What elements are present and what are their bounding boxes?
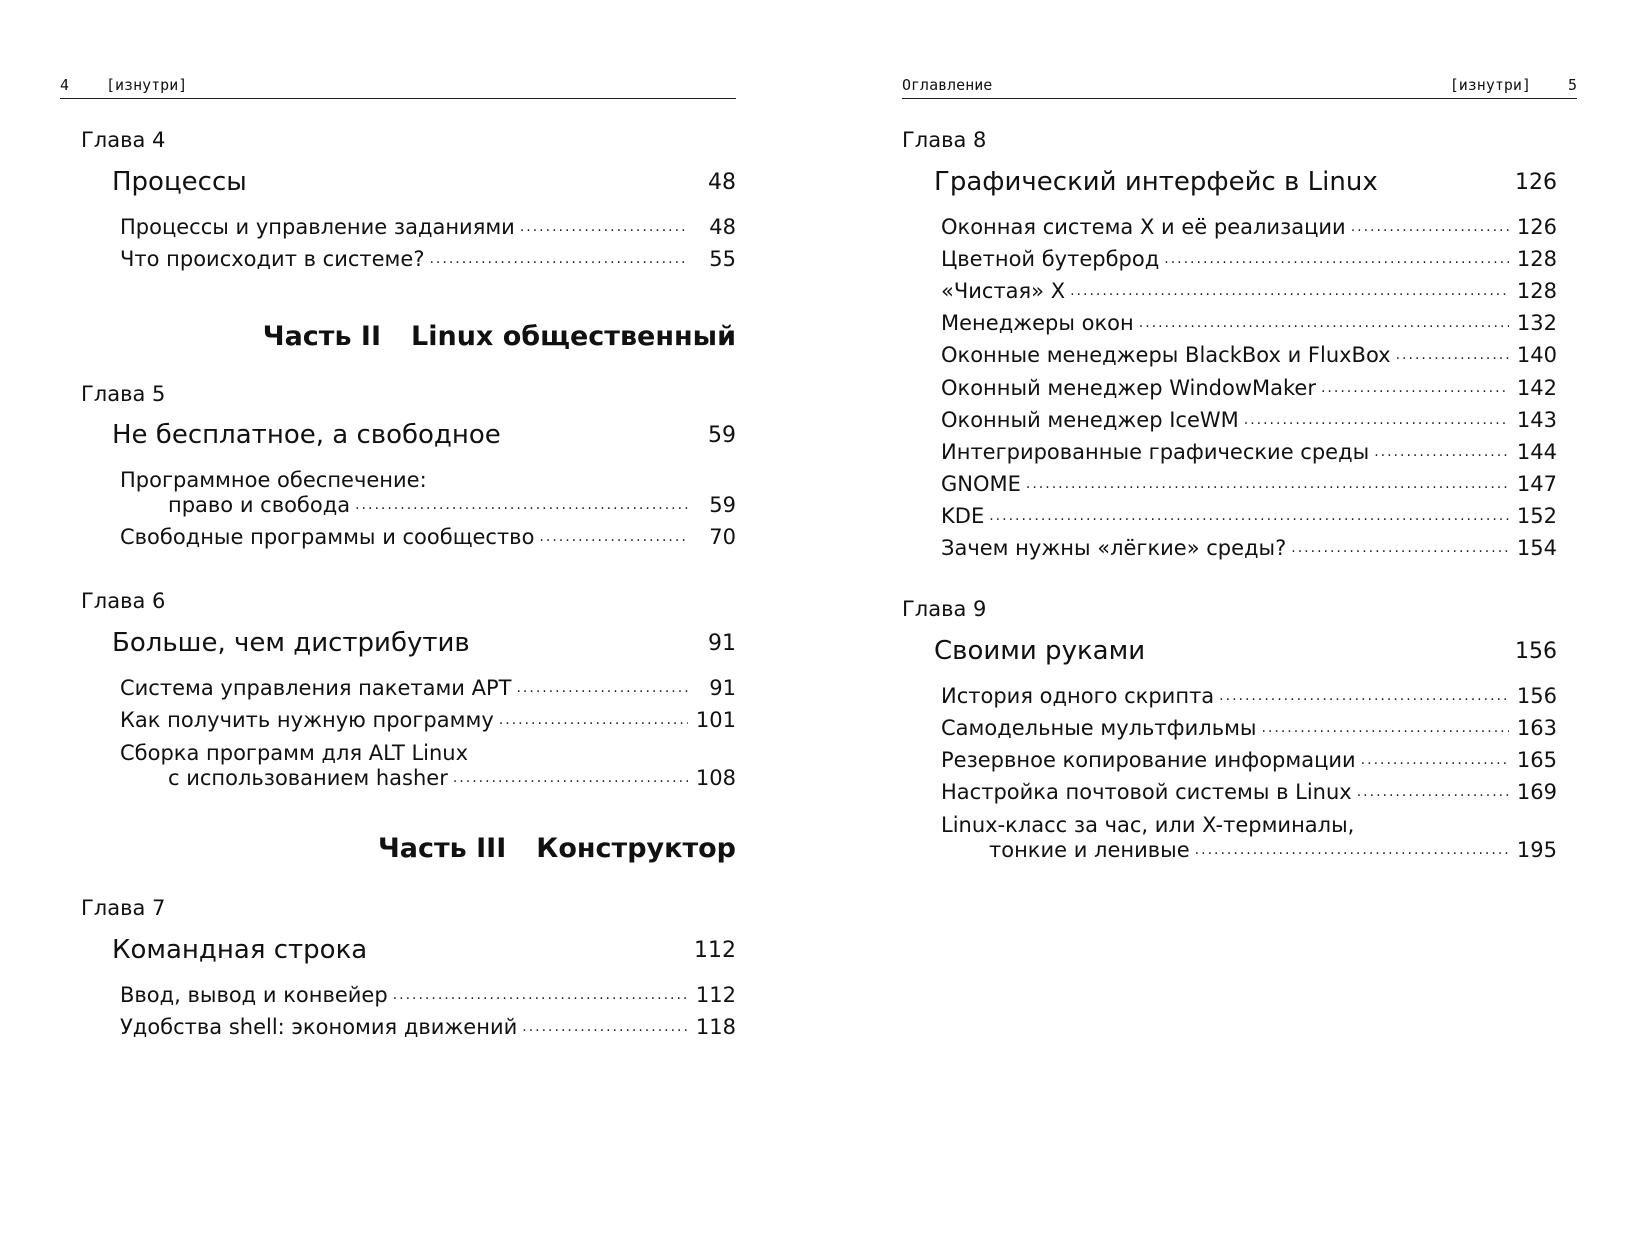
- toc-entry[interactable]: [120, 214, 736, 240]
- header-title: [изнутри]: [106, 76, 188, 94]
- entry-title: Менеджеры окон: [941, 311, 1134, 335]
- entry-title: Ввод, вывод и конвейер: [120, 983, 388, 1007]
- toc-entry[interactable]: [941, 278, 1557, 304]
- toc-entry[interactable]: [941, 535, 1557, 561]
- entry-title: Самодельные мультфильмы: [941, 716, 1257, 740]
- leader-dots: [1065, 278, 1509, 304]
- leader-dots: [1190, 837, 1509, 863]
- entry-page: 140: [1516, 343, 1557, 367]
- leader-dots: [1346, 214, 1509, 240]
- running-header: [902, 76, 1577, 99]
- entry-page: 48: [709, 215, 736, 239]
- toc-entry[interactable]: [941, 471, 1557, 497]
- chapter-title[interactable]: [934, 635, 1557, 667]
- chapter-page: 59: [708, 423, 736, 448]
- chapter-page: 91: [708, 631, 736, 656]
- entry-title: Система управления пакетами APT: [120, 676, 512, 700]
- leader-dots: [1369, 439, 1509, 465]
- part-heading[interactable]: [263, 320, 736, 354]
- entry-page: 101: [695, 708, 736, 732]
- chapter-label: Глава 5: [81, 382, 166, 406]
- entry-title-line1: Linux-класс за час, или X-терминалы,: [941, 813, 1355, 837]
- page-number: 5: [1567, 76, 1577, 94]
- entry-page: 195: [1516, 838, 1557, 862]
- entry-title: Как получить нужную программу: [120, 708, 494, 732]
- toc-entry[interactable]: [941, 375, 1557, 401]
- part-number: Часть III: [377, 833, 507, 864]
- leader-dots: [534, 524, 688, 550]
- chapter-label: Глава 6: [81, 589, 166, 613]
- toc-entry[interactable]: [120, 1014, 736, 1040]
- toc-entry[interactable]: [941, 779, 1557, 805]
- page-number: 4: [60, 76, 70, 94]
- entry-page: 147: [1516, 472, 1557, 496]
- entry-title: Цветной бутерброд: [941, 247, 1160, 271]
- part-title: Linux общественный: [411, 321, 736, 352]
- entry-page: 59: [709, 493, 736, 517]
- leader-dots: [1356, 747, 1509, 773]
- toc-entry[interactable]: [941, 812, 1557, 864]
- chapter-title[interactable]: [112, 627, 736, 659]
- entry-title: Что происходит в системе?: [120, 247, 425, 271]
- entry-title: Оконная система X и её реализации: [941, 215, 1346, 239]
- leader-dots: [494, 707, 688, 733]
- leader-dots: [1239, 407, 1509, 433]
- entry-page: 70: [709, 525, 736, 549]
- chapter-page: 156: [1515, 639, 1557, 664]
- entry-title: Удобства shell: экономия движений: [120, 1015, 518, 1039]
- entry-title: Оконный менеджер WindowMaker: [941, 376, 1316, 400]
- entry-title: Настройка почтовой системы в Linux: [941, 780, 1352, 804]
- entry-title-line2: право и свобода: [168, 493, 351, 517]
- leader-dots: [1352, 779, 1509, 805]
- header-section: Оглавление: [902, 76, 993, 94]
- leader-dots: [515, 214, 688, 240]
- chapter-title[interactable]: [112, 419, 736, 451]
- entry-page: 126: [1516, 215, 1557, 239]
- leader-dots: [1021, 471, 1509, 497]
- entry-page: 128: [1516, 279, 1557, 303]
- entry-page: 132: [1516, 311, 1557, 335]
- left-page: [60, 0, 736, 1241]
- entry-page: 154: [1516, 536, 1557, 560]
- chapter-title[interactable]: [934, 166, 1557, 198]
- chapter-page: 48: [708, 170, 736, 195]
- toc-entry[interactable]: [941, 683, 1557, 709]
- leader-dots: [1286, 535, 1509, 561]
- entry-page: 108: [695, 766, 736, 790]
- chapter-page: 112: [694, 938, 736, 963]
- entry-title: Резервное копирование информации: [941, 748, 1356, 772]
- chapter-title-text: Своими руками: [934, 636, 1146, 666]
- chapter-label: Глава 4: [81, 128, 166, 152]
- toc-entry[interactable]: [120, 467, 736, 519]
- toc-entry[interactable]: [941, 214, 1557, 240]
- toc-entry[interactable]: [941, 246, 1557, 272]
- chapter-title-text: Графический интерфейс в Linux: [934, 167, 1378, 197]
- entry-page: 152: [1516, 504, 1557, 528]
- chapter-title-text: Процессы: [112, 167, 247, 197]
- entry-title: Интегрированные графические среды: [941, 440, 1370, 464]
- entry-page: 118: [695, 1015, 736, 1039]
- entry-page: 55: [709, 247, 736, 271]
- entry-page: 144: [1516, 440, 1557, 464]
- entry-title: Зачем нужны «лёгкие» среды?: [941, 536, 1287, 560]
- entry-title-line2: тонкие и ленивые: [989, 838, 1190, 862]
- leader-dots: [1134, 310, 1509, 336]
- toc-entry[interactable]: [941, 439, 1557, 465]
- toc-entry[interactable]: [120, 524, 736, 550]
- leader-dots: [1257, 715, 1510, 741]
- leader-dots: [448, 765, 688, 791]
- entry-page: 143: [1516, 408, 1557, 432]
- entry-page: 163: [1516, 716, 1557, 740]
- toc-entry[interactable]: [120, 982, 736, 1008]
- toc-entry[interactable]: [941, 342, 1557, 368]
- leader-dots: [511, 675, 688, 701]
- leader-dots: [1159, 246, 1509, 272]
- entry-page: 156: [1516, 684, 1557, 708]
- entry-title: Оконный менеджер IceWM: [941, 408, 1239, 432]
- running-header: [60, 76, 736, 99]
- leader-dots: [350, 492, 688, 518]
- entry-page: 91: [709, 676, 736, 700]
- chapter-title-text: Командная строка: [112, 935, 368, 965]
- toc-entry[interactable]: [120, 675, 736, 701]
- toc-entry[interactable]: [941, 310, 1557, 336]
- part-heading[interactable]: [378, 832, 736, 866]
- part-title: Конструктор: [536, 833, 736, 864]
- entry-title: Процессы и управление заданиями: [120, 215, 515, 239]
- chapter-title[interactable]: [112, 934, 736, 966]
- entry-title: История одного скрипта: [941, 684, 1215, 708]
- right-page: [902, 0, 1577, 1241]
- toc-entry[interactable]: [120, 740, 736, 792]
- toc-entry[interactable]: [941, 503, 1557, 529]
- leader-dots: [1214, 683, 1509, 709]
- entry-page: 142: [1516, 376, 1557, 400]
- leader-dots: [1316, 375, 1509, 401]
- leader-dots: [517, 1014, 688, 1040]
- toc-entry[interactable]: [941, 747, 1557, 773]
- entry-page: 169: [1516, 780, 1557, 804]
- entry-title-line1: Сборка программ для ALT Linux: [120, 741, 469, 765]
- leader-dots: [1391, 342, 1509, 368]
- entry-title-line2: с использованием hasher: [168, 766, 448, 790]
- header-title: [изнутри]: [1449, 76, 1531, 94]
- toc-entry[interactable]: [941, 407, 1557, 433]
- entry-title: Свободные программы и сообщество: [120, 525, 535, 549]
- toc-entry[interactable]: [120, 246, 736, 272]
- entry-page: 165: [1516, 748, 1557, 772]
- leader-dots: [424, 246, 688, 272]
- chapter-page: 126: [1515, 170, 1557, 195]
- entry-title: GNOME: [941, 472, 1021, 496]
- chapter-label: Глава 7: [81, 896, 166, 920]
- chapter-title[interactable]: [112, 166, 736, 198]
- chapter-title-text: Больше, чем дистрибутив: [112, 628, 470, 658]
- entry-title: «Чистая» X: [941, 279, 1066, 303]
- toc-entry[interactable]: [941, 715, 1557, 741]
- chapter-title-text: Не бесплатное, а свободное: [112, 420, 501, 450]
- chapter-label: Глава 9: [902, 597, 987, 621]
- entry-title: Оконные менеджеры BlackBox и FluxBox: [941, 343, 1391, 367]
- entry-title: KDE: [941, 504, 985, 528]
- entry-page: 112: [695, 983, 736, 1007]
- entry-title-line1: Программное обеспечение:: [120, 468, 427, 492]
- entry-page: 128: [1516, 247, 1557, 271]
- toc-entry[interactable]: [120, 707, 736, 733]
- leader-dots: [984, 503, 1509, 529]
- part-number: Часть II: [262, 321, 382, 352]
- chapter-label: Глава 8: [902, 128, 987, 152]
- leader-dots: [388, 982, 688, 1008]
